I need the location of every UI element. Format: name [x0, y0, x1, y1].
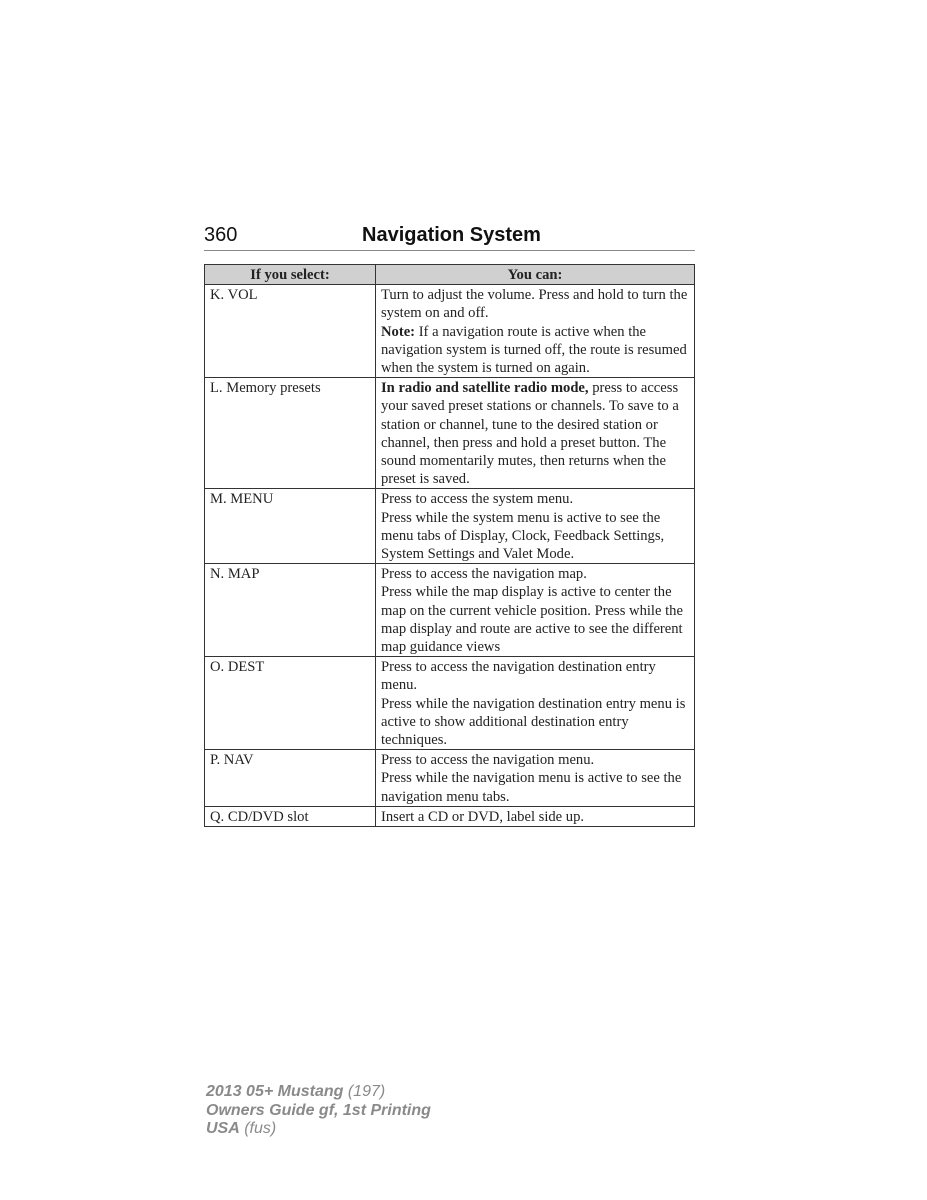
description-paragraph	[381, 490, 689, 508]
description-paragraph	[381, 808, 689, 826]
footer-line-1	[206, 1083, 431, 1102]
controls-table	[204, 264, 695, 827]
page-number: 360	[204, 224, 238, 246]
row-control-name: Q. CD/DVD slot	[205, 806, 376, 826]
description-text: Press while the navigation menu is active to see the navigation menu tabs.	[381, 770, 682, 805]
column-header-select: If you select:	[205, 265, 376, 285]
description-paragraph	[381, 658, 689, 694]
print-footer	[206, 1083, 431, 1139]
column-header-can: You can:	[376, 265, 695, 285]
row-control-name: M. MENU	[205, 489, 376, 564]
table-row	[205, 564, 695, 657]
row-description	[376, 657, 695, 750]
description-text: Press while the system menu is active to see the menu tabs of Display, Clock, Feedback Settings, System Settings and Valet Mode.	[381, 509, 665, 563]
description-text: Press to access the system menu.	[381, 491, 574, 508]
row-control-name: L. Memory presets	[205, 378, 376, 489]
footer-line-2	[206, 1102, 431, 1121]
description-paragraph	[381, 769, 689, 805]
table-row	[205, 657, 695, 750]
description-paragraph	[381, 323, 689, 378]
row-description	[376, 750, 695, 807]
description-emphasis: In radio and satellite radio mode,	[381, 380, 589, 397]
row-control-name: N. MAP	[205, 564, 376, 657]
table-body	[205, 285, 695, 827]
description-paragraph	[381, 286, 689, 322]
footer-market: USA	[206, 1120, 240, 1137]
description-text: Press while the navigation destination entry menu is active to show additional destination entry techniques.	[381, 695, 686, 749]
page-header	[204, 224, 695, 251]
table-row	[205, 285, 695, 378]
table-row	[205, 750, 695, 807]
description-emphasis: Note:	[381, 323, 416, 340]
row-description	[376, 378, 695, 489]
description-paragraph	[381, 379, 689, 488]
row-description	[376, 285, 695, 378]
description-text: If a navigation route is active when the navigation system is turned off, the route is resumed when the system is turned on again.	[381, 323, 687, 377]
footer-model-code: (197)	[343, 1083, 386, 1100]
footer-printing: Owners Guide gf, 1st Printing	[206, 1101, 431, 1119]
description-text: Press while the map display is active to center the map on the current vehicle position. Press while the map display and route are active to see the different map guidance views	[381, 584, 683, 656]
description-text: Press to access the navigation map.	[381, 566, 587, 583]
table-header-row	[205, 265, 695, 285]
description-text: Turn to adjust the volume. Press and hold to turn the system on and off.	[381, 287, 688, 322]
footer-model: 2013 05+ Mustang	[206, 1083, 344, 1100]
description-paragraph	[381, 751, 689, 769]
description-text: press to access your saved preset stations or channels. To save to a station or channel, tune to the desired station or channel, then press and hold a preset button. The sound momentarily mutes, then returns when the preset is saved.	[381, 380, 679, 488]
row-description	[376, 564, 695, 657]
footer-market-code: (fus)	[239, 1120, 277, 1137]
row-description	[376, 489, 695, 564]
row-control-name: K. VOL	[205, 285, 376, 378]
description-paragraph	[381, 565, 689, 583]
table-row	[205, 806, 695, 826]
description-paragraph	[381, 583, 689, 656]
description-text: Press to access the navigation destination entry menu.	[381, 659, 656, 694]
row-control-name: P. NAV	[205, 750, 376, 807]
table-row	[205, 489, 695, 564]
description-text: Press to access the navigation menu.	[381, 752, 595, 769]
table-row	[205, 378, 695, 489]
row-description	[376, 806, 695, 826]
page-title: Navigation System	[362, 224, 541, 246]
description-text: Insert a CD or DVD, label side up.	[381, 808, 585, 825]
row-control-name: O. DEST	[205, 657, 376, 750]
footer-line-3	[206, 1120, 431, 1139]
description-paragraph	[381, 695, 689, 750]
description-paragraph	[381, 509, 689, 564]
